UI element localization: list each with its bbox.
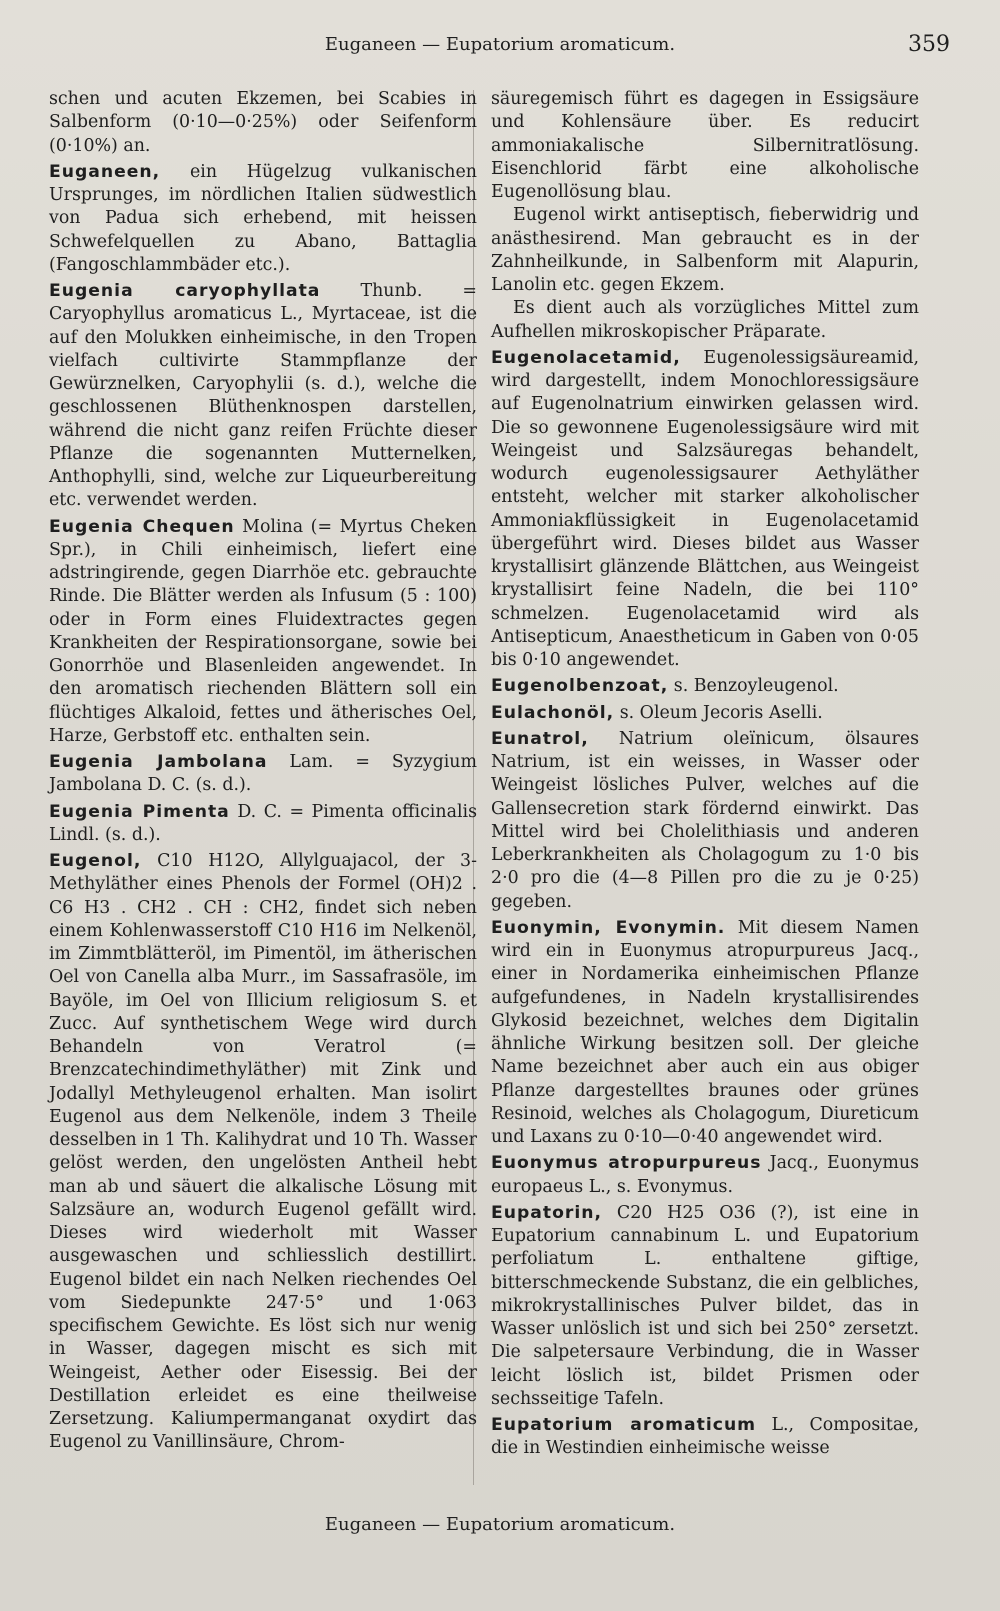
entry-text: ein Hügelzug vulkanischen Ursprunges, im nördlichen Italien südwestlich von Padua sich erhebend, mit heissen Schwefelquellen zu Abano, Battaglia (Fangoschlammbäder etc.). — [49, 161, 477, 275]
entry-eugenol — [49, 850, 477, 1455]
entry-text: säuregemisch führt es dagegen in Essigsäure und Kohlensäure über. Es reducirt ammoniakalische Silbernitratlösung. Eisenchlorid färbt eine alkoholische Eugenollösung blau. — [491, 89, 919, 202]
entry-text: Es dient auch als vorzügliches Mittel zum Aufhellen mikroskopischer Präparate. — [491, 298, 919, 342]
entry-continuation — [491, 88, 919, 204]
entry-text: Lam. = Syzygium Jambolana D. C. (s. d.). — [49, 752, 477, 796]
entry-eugenia-pimenta — [49, 801, 477, 848]
entry-eugenia-chequen — [49, 516, 477, 749]
paragraph-eugenol-use — [491, 204, 919, 297]
entry-text: Eugenolessigsäureamid, wird dargestellt, indem Monochloressigsäure auf Eugenolnatrium einwirken gelassen wird. Die so gewonnene Eugenolessigsäure wird mit Weingeist und Salzsäuregas behandelt, wodurch eugenolessigsaurer Aethyläther entsteht, welcher mit starker alkoholischer Ammoniakflüssigkeit in Eugenolacetamid übergeführt wird. Dieses bildet aus Wasser krystallisirt glänzende Blättchen, aus Weingeist krystallisirt feine Nadeln, die bei 110° schmelzen. Eugenolacetamid wird als Antisepticum, Anaestheticum in Gaben von 0·05 bis 0·10 angewendet. — [491, 347, 919, 670]
entry-euganeen — [49, 161, 477, 277]
header-title: Euganeen — Eupatorium aromaticum. — [324, 34, 676, 55]
entry-headword: Eupatorium aromaticum — [491, 1415, 757, 1435]
running-header — [50, 34, 950, 64]
entry-eupatorin — [491, 1202, 919, 1411]
entry-text: C20 H25 O36 (?), ist eine in Eupatorium cannabinum L. und Eupatorium perfoliatum L. enthaltene giftige, bitterschmeckende Substanz, die ein gelbliches, mikrokrystallinisches Pulver bildet, das in Wasser unlöslich ist und sich bei 250° zersetzt. Die salpetersaure Verbindung, die in Wasser leicht löslich ist, bildet Prismen oder sechsseitige Tafeln. — [491, 1202, 920, 1409]
entry-text: Mit diesem Namen wird ein in Euonymus atropurpureus Jacq., einer in Nordamerika einheimischen Pflanze aufgefundenes, in Nadeln krystallisirendes Glykosid bezeichnet, welches dem Digitalin ähnliche Wirkung besitzen soll. Der gleiche Name bezeichnet aber auch ein aus obiger Pflanze dargestelltes braunes oder grünes Resinoid, welches als Cholagogum, Diureticum und Laxans zu 0·10—0·40 angewendet wird. — [491, 917, 919, 1147]
entry-eugenolbenzoat — [491, 675, 919, 698]
entry-eugenia-caryophyllata — [49, 280, 477, 513]
entry-text: Thunb. = Caryophyllus aromaticus L., Myrtaceae, ist die auf den Molukken einheimische, in den Tropen vielfach cultivirte Stammpflanze der Gewürznelken, Caryophylii (s. d.), welche die geschlossenen Blüthenknospen darstellen, während die nicht ganz reifen Früchte dieser Pflanze die sogenannten Mutternelken, Anthophylli, sind, welche zur Liqueurbereitung etc. verwendet werden. — [49, 281, 477, 511]
entry-eugenolacetamid — [491, 347, 919, 673]
entry-eulachonoel — [491, 702, 919, 725]
entry-headword: Euonymus atropurpureus — [491, 1153, 762, 1174]
entry-headword: Eugenia Chequen — [49, 516, 235, 537]
entry-text: C10 H12O, Allylguajacol, der 3-Methyläther eines Phenols der Formel (OH)2 . C6 H3 . CH2 . CH : CH2, findet sich neben einem Kohlenwasserstoff C10 H16 im Nelkenöl, im Zimmtblätteröl, im Pimentöl, im ätherischen Oel von Canella alba Murr., im Sassafrasöle, im Bayöle, im Oel von Illicium religiosum S. et Zucc. Auf synthetischem Wege wird durch Behandeln von Veratrol (= Brenzcatechindimethyläther) mit Zink und Jodallyl Methyleugenol erhalten. Man isolirt Eugenol aus dem Nelkenöle, indem 3 Theile desselben in 1 Th. Kalihydrat und 10 Th. Wasser gelöst werden, den ungelösten Antheil hebt man ab und säuert die alkalische Lösung mit Salzsäure an, wodurch Eugenol gefällt wird. Dieses wird wiederholt mit Wasser ausgewaschen und schliesslich destillirt. Eugenol bildet ein nach Nelken riechendes Oel vom Siedepunkte 247·5° und 1·063 specifischem Gewichte. Es löst sich nur wenig in Wasser, dagegen mischt es sich mit Weingeist, Aether oder Eisessig. Bei der Destillation erleidet es eine theilweise Zersetzung. Kaliumpermanganat oxydirt das Eugenol zu Vanillinsäure, Chrom- — [49, 851, 477, 1453]
entry-euonymin — [491, 917, 919, 1150]
entry-text: schen und acuten Ekzemen, bei Scabies in Salbenform (0·10—0·25%) oder Seifenform (0·10%) an. — [49, 89, 477, 156]
entry-headword: Eugenia Pimenta — [49, 801, 230, 822]
entry-euonymus-atropurpureus — [491, 1152, 919, 1199]
entry-text: Jacq., Euonymus europaeus L., s. Evonymus. — [491, 1153, 919, 1197]
entry-text: Natrium oleïnicum, ölsaures Natrium, ist ein weisses, in Wasser oder Weingeist lösliches Pulver, welches auf die Gallensecretion stark fördernd einwirkt. Das Mittel wird bei Cholelithiasis und anderen Leberkrankheiten als Cholagogum zu 1·0 bis 2·0 pro die (4—8 Pillen pro die zu je 0·25) gegeben. — [491, 728, 919, 912]
entry-eunatrol — [491, 728, 919, 914]
entry-text: Eugenol wirkt antiseptisch, fieberwidrig und anästhesirend. Man gebraucht es in der Zahnheilkunde, in Salbenform mit Alapurin, Lanolin etc. gegen Ekzem. — [491, 205, 919, 295]
paragraph-eugenol-microscopy — [491, 297, 919, 344]
entry-headword: Euonymin, Evonymin. — [491, 917, 726, 938]
entry-text: L., Compositae, die in Westindien einheimische weisse — [491, 1415, 920, 1459]
entry-headword: Eunatrol, — [491, 728, 589, 749]
entry-text: D. C. = Pimenta officinalis Lindl. (s. d.). — [49, 801, 477, 845]
entry-headword: Eugenia Jambolana — [49, 752, 268, 772]
entry-headword: Euganeen, — [49, 161, 161, 182]
entry-continuation — [49, 88, 477, 158]
right-column — [491, 88, 919, 1461]
entry-headword: Eugenolacetamid, — [491, 347, 681, 368]
left-column — [49, 88, 477, 1455]
entry-text: s. Oleum Jecoris Aselli. — [619, 702, 823, 723]
entry-text: Molina (= Myrtus Cheken Spr.), in Chili einheimisch, liefert eine adstringirende, gegen Diarrhöe etc. gebrauchte Rinde. Die Blätter werden als Infusum (5 : 100) oder in Form eines Fluidextractes gegen Krankheiten der Respirationsorgane, sowie bei Gonorrhöe und Blasenleiden angewendet. In den aromatisch riechenden Blättern soll ein flüchtiges Alkaloid, fettes und ätherisches Oel, Harze, Gerbstoff etc. enthalten sein. — [49, 516, 477, 746]
entry-eugenia-jambolana — [49, 751, 477, 798]
entry-headword: Eulachonöl, — [491, 702, 615, 723]
entry-eupatorium-aromaticum — [491, 1414, 919, 1461]
entry-headword: Eugenol, — [49, 851, 142, 871]
entry-text: s. Benzoyleugenol. — [673, 676, 839, 697]
entry-headword: Eugenia caryophyllata — [49, 281, 321, 301]
page-number: 359 — [908, 32, 950, 57]
page-footer: Euganeen — Eupatorium aromaticum. — [324, 1514, 676, 1535]
entry-headword: Eugenolbenzoat, — [491, 676, 669, 697]
entry-headword: Eupatorin, — [491, 1202, 603, 1223]
